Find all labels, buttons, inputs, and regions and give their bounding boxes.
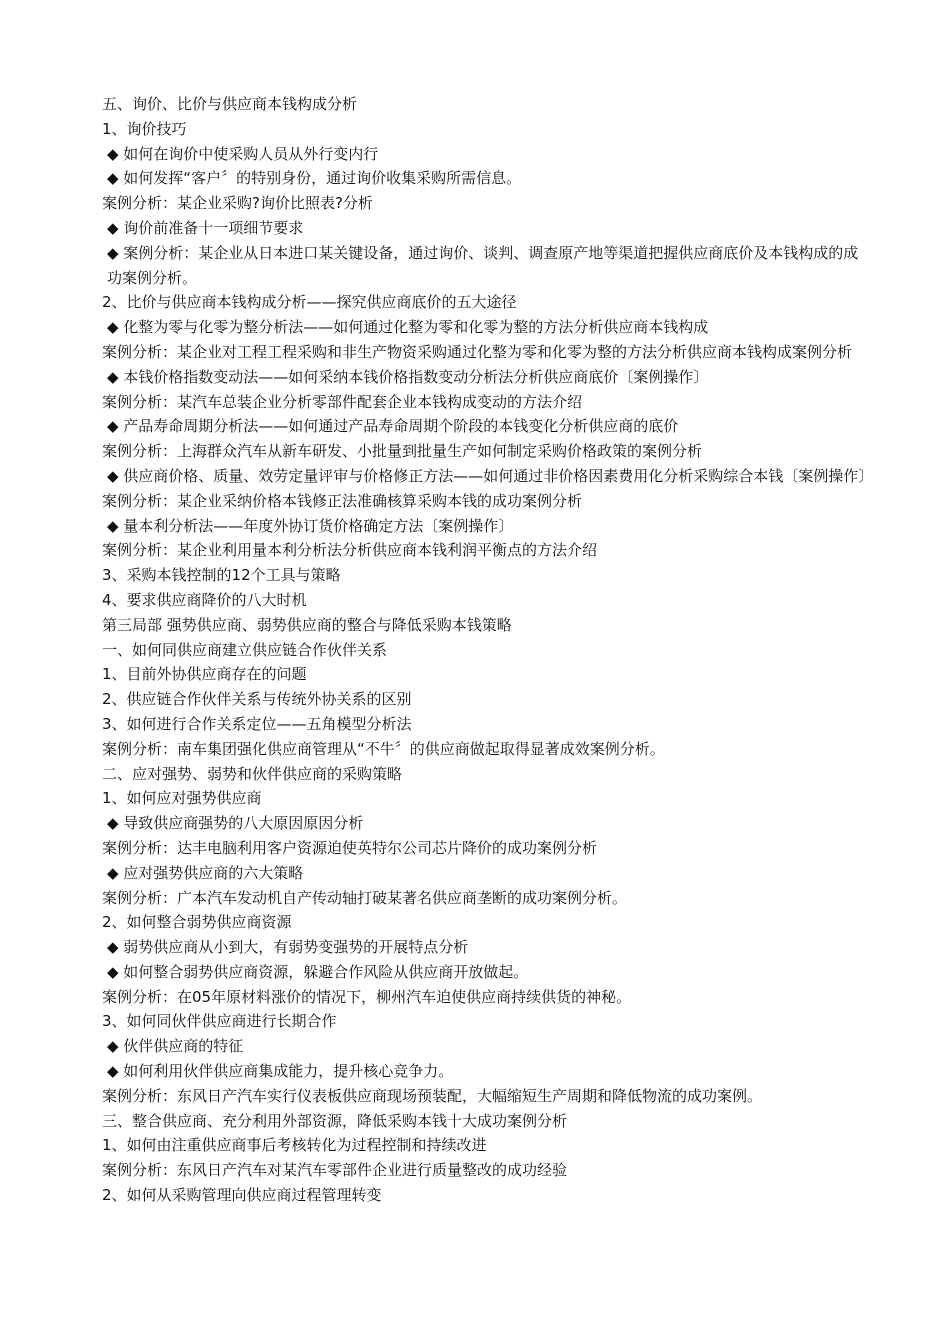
paragraph: 2、供应链合作伙伴关系与传统外协关系的区别 <box>102 690 412 709</box>
paragraph: 2、如何整合弱势供应商资源 <box>102 913 292 932</box>
bullet-paragraph: ◆ 如何在询价中使采购人员从外行变内行 <box>107 144 379 163</box>
bullet-paragraph: ◆ 案例分析：某企业从日本进口某关键设备，通过询价、谈判、调查原产地等渠道把握供应商底价及本钱构成的成功案例分析。 <box>107 243 859 287</box>
paragraph: 案例分析：达丰电脑利用客户资源迫使英特尔公司芯片降价的成功案例分析 <box>102 838 598 857</box>
paragraph: 五、询价、比价与供应商本钱构成分析 <box>102 95 358 113</box>
paragraph: 3、如何同伙伴供应商进行长期合作 <box>102 1012 337 1031</box>
bullet-paragraph: ◆ 伙伴供应商的特征 <box>107 1037 244 1056</box>
bullet-paragraph: ◆ 弱势供应商从小到大，有弱势变强势的开展特点分析 <box>107 938 469 957</box>
paragraph: 3、如何进行合作关系定位——五角模型分析法 <box>102 714 412 733</box>
bullet-paragraph: ◆ 导致供应商强势的八大原因原因分析 <box>107 814 364 833</box>
paragraph: 案例分析：东风日产汽车实行仪表板供应商现场预装配，大幅缩短生产周期和降低物流的成功案例。 <box>102 1086 763 1105</box>
paragraph: 案例分析：东风日产汽车对某汽车零部件企业进行质量整改的成功经验 <box>102 1161 568 1180</box>
paragraph: 2、比价与供应商本钱构成分析——探究供应商底价的五大途径 <box>102 293 517 312</box>
paragraph: 二、应对强势、弱势和伙伴供应商的采购策略 <box>102 764 403 783</box>
paragraph: 3、采购本钱控制的12个工具与策略 <box>102 566 341 585</box>
paragraph: 案例分析：在05年原材料涨价的情况下，柳州汽车迫使供应商持续供货的神秘。 <box>102 987 632 1006</box>
bullet-paragraph: ◆ 量本利分析法——年度外协订货价格确定方法〔案例操作〕 <box>107 516 514 535</box>
paragraph: 1、如何由注重供应商事后考核转化为过程控制和持续改进 <box>102 1136 487 1155</box>
bullet-paragraph: ◆ 产品寿命周期分析法——如何通过产品寿命周期个阶段的本钱变化分析供应商的底价 <box>107 417 679 436</box>
paragraph: 1、询价技巧 <box>102 119 187 138</box>
paragraph: 案例分析：某企业采购?询价比照表?分析 <box>102 194 373 213</box>
bullet-paragraph: ◆ 如何利用伙伴供应商集成能力，提升核心竞争力。 <box>107 1062 454 1081</box>
bullet-paragraph: ◆ 如何发挥“客户〞的特别身份，通过询价收集采购所需信息。 <box>107 169 522 188</box>
paragraph: 1、目前外协供应商存在的问题 <box>102 665 307 684</box>
paragraph: 4、要求供应商降价的八大时机 <box>102 590 307 609</box>
paragraph: 案例分析：某企业采纳价格本钱修正法准确核算采购本钱的成功案例分析 <box>102 491 583 510</box>
paragraph: 案例分析：上海群众汽车从新车研发、小批量到批量生产如何制定采购价格政策的案例分析 <box>102 442 703 461</box>
paragraph: 第三局部 强势供应商、弱势供应商的整合与降低采购本钱策略 <box>102 615 512 634</box>
paragraph: 三、整合供应商、充分利用外部资源，降低采购本钱十大成功案例分析 <box>102 1111 568 1130</box>
bullet-paragraph: ◆ 供应商价格、质量、效劳定量评审与价格修正方法——如何通过非价格因素费用化分析采购综合本钱〔案例操作〕 <box>107 466 874 485</box>
paragraph: 案例分析：某企业对工程工程采购和非生产物资采购通过化整为零和化零为整的方法分析供应商本钱构成案例分析 <box>102 342 853 361</box>
paragraph: 2、如何从采购管理向供应商过程管理转变 <box>102 1186 382 1205</box>
paragraph: 一、如何同供应商建立供应链合作伙伴关系 <box>102 640 388 659</box>
paragraph: 案例分析：某企业利用量本利分析法分析供应商本钱利润平衡点的方法介绍 <box>102 541 598 560</box>
bullet-paragraph: ◆ 如何整合弱势供应商资源，躲避合作风险从供应商开放做起。 <box>107 962 529 981</box>
paragraph: 案例分析：广本汽车发动机自产传动轴打破某著名供应商垄断的成功案例分析。 <box>102 888 628 907</box>
bullet-paragraph: ◆ 询价前准备十一项细节要求 <box>107 218 304 237</box>
paragraph: 1、如何应对强势供应商 <box>102 789 262 808</box>
bullet-paragraph: ◆ 化整为零与化零为整分析法——如何通过化整为零和化零为整的方法分析供应商本钱构成 <box>107 318 709 337</box>
bullet-paragraph: ◆ 应对强势供应商的六大策略 <box>107 863 304 882</box>
paragraph: 案例分析：南车集团强化供应商管理从“不牛〞的供应商做起取得显著成效案例分析。 <box>102 739 665 758</box>
paragraph: 案例分析：某汽车总装企业分析零部件配套企业本钱构成变动的方法介绍 <box>102 392 583 411</box>
document-body <box>102 92 872 1208</box>
bullet-paragraph: ◆ 本钱价格指数变动法——如何采纳本钱价格指数变动分析法分析供应商底价〔案例操作〕 <box>107 367 709 386</box>
